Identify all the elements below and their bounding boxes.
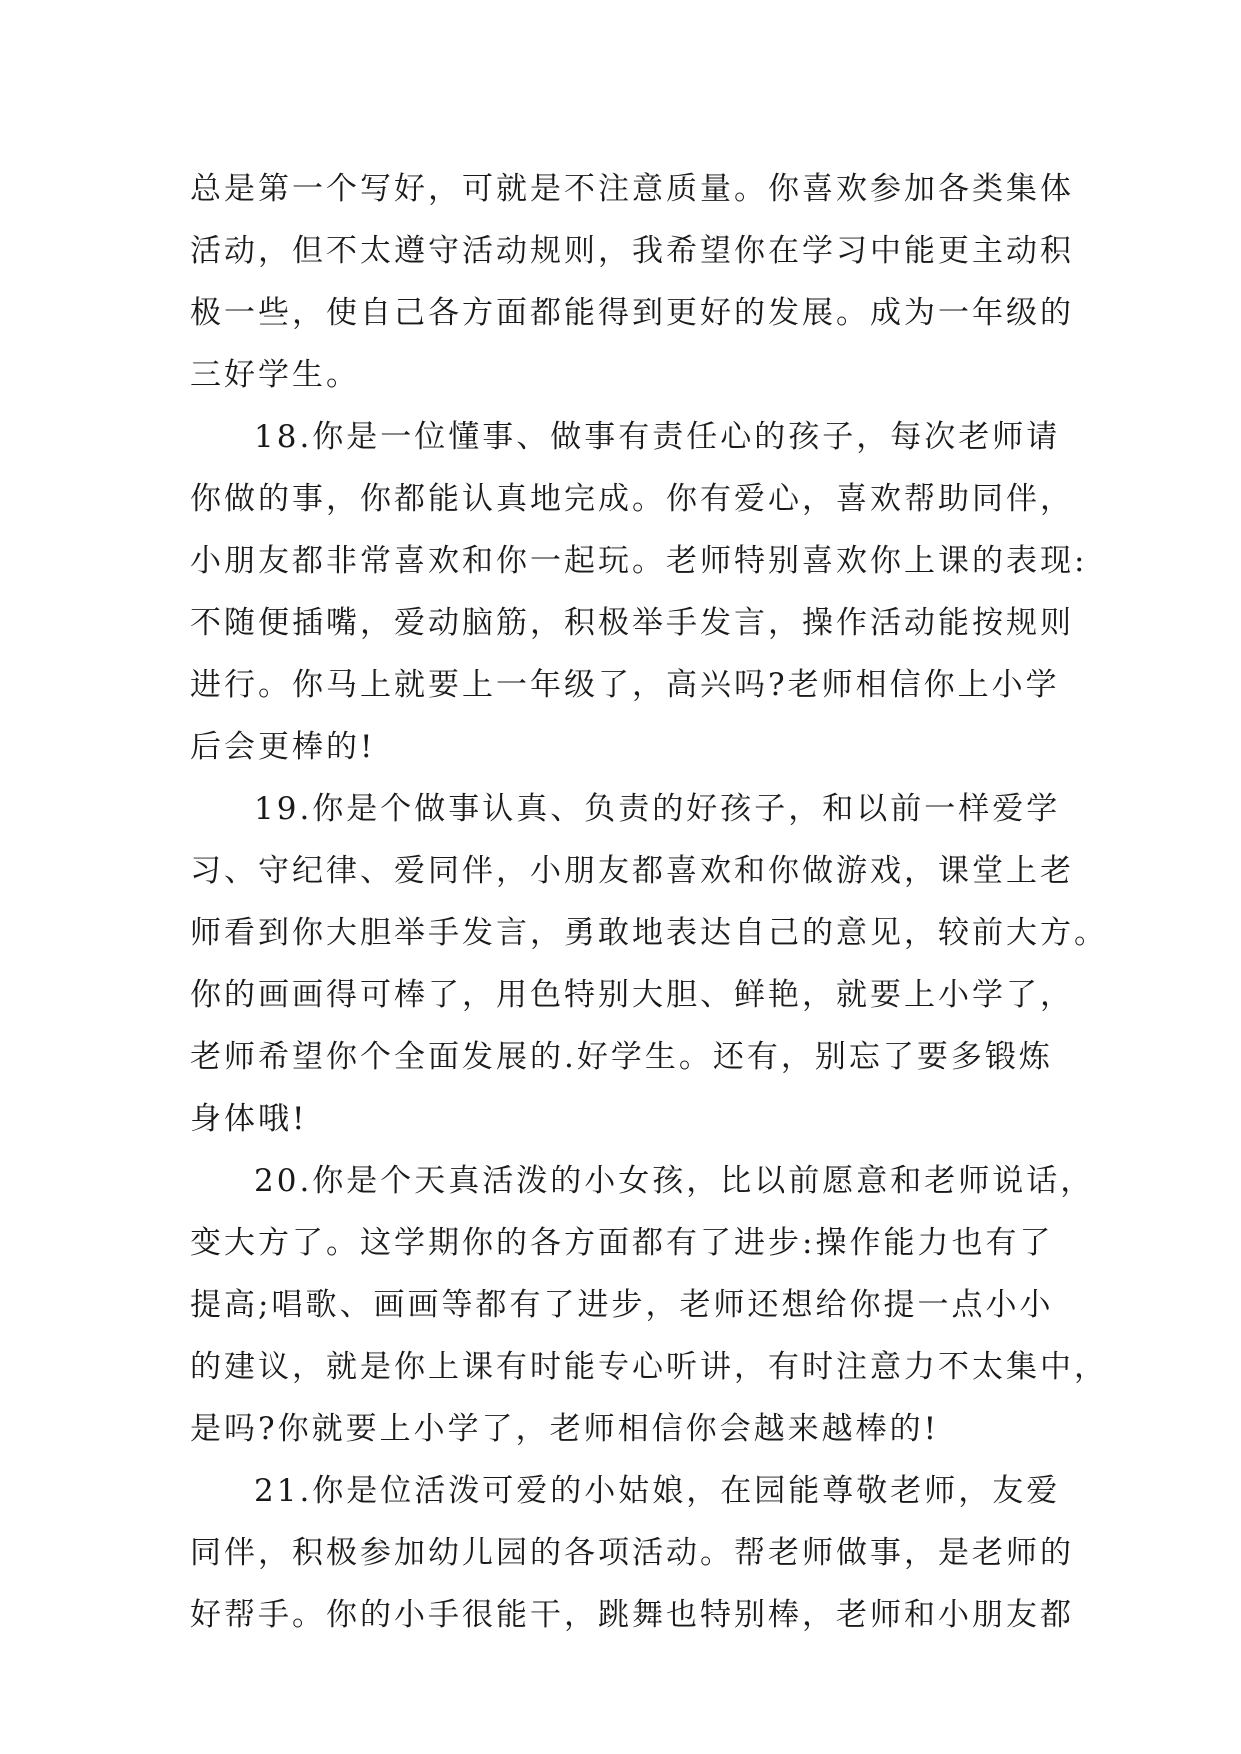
text-line: 的建议，就是你上课有时能专心听讲，有时注意力不太集中， <box>190 1349 1108 1385</box>
body-text <box>190 158 1108 1646</box>
text-line: 你做的事，你都能认真地完成。你有爱心，喜欢帮助同伴， <box>190 481 1074 517</box>
text-line: 小朋友都非常喜欢和你一起玩。老师特别喜欢你上课的表现: <box>190 543 1088 579</box>
text-line: 身体哦! <box>190 1101 308 1137</box>
paragraph-19-start: 19.你是个做事认真、负责的好孩子，和以前一样爱学 <box>254 791 1061 827</box>
text-line: 进行。你马上就要上一年级了，高兴吗?老师相信你上小学 <box>190 667 1060 703</box>
text-line: 三好学生。 <box>190 357 360 393</box>
paragraph-20-start: 20.你是个天真活泼的小女孩，比以前愿意和老师说话， <box>254 1163 1095 1199</box>
text-line: 后会更棒的! <box>190 729 376 765</box>
paragraph-18-start: 18.你是一位懂事、做事有责任心的孩子，每次老师请 <box>254 419 1061 455</box>
text-line: 你的画画得可棒了，用色特别大胆、鲜艳，就要上小学了， <box>190 977 1074 1013</box>
text-line: 极一些，使自己各方面都能得到更好的发展。成为一年级的 <box>190 295 1074 331</box>
text-line: 师看到你大胆举手发言，勇敢地表达自己的意见，较前大方。 <box>190 915 1108 951</box>
text-line: 变大方了。这学期你的各方面都有了进步:操作能力也有了 <box>190 1225 1054 1261</box>
text-line: 同伴，积极参加幼儿园的各项活动。帮老师做事，是老师的 <box>190 1535 1074 1571</box>
text-line: 是吗?你就要上小学了，老师相信你会越来越棒的! <box>190 1411 940 1447</box>
text-line: 总是第一个写好，可就是不注意质量。你喜欢参加各类集体 <box>190 171 1074 207</box>
paragraph-21-start: 21.你是位活泼可爱的小姑娘，在园能尊敬老师，友爱 <box>254 1473 1061 1509</box>
text-line: 老师希望你个全面发展的.好学生。还有，别忘了要多锻炼 <box>190 1039 1053 1075</box>
text-line: 不随便插嘴，爱动脑筋，积极举手发言，操作活动能按规则 <box>190 605 1074 641</box>
text-line: 习、守纪律、爱同伴，小朋友都喜欢和你做游戏，课堂上老 <box>190 853 1074 889</box>
text-line: 提高;唱歌、画画等都有了进步，老师还想给你提一点小小 <box>190 1287 1054 1323</box>
text-line: 好帮手。你的小手很能干，跳舞也特别棒，老师和小朋友都 <box>190 1597 1074 1633</box>
text-line: 活动，但不太遵守活动规则，我希望你在学习中能更主动积 <box>190 233 1074 269</box>
